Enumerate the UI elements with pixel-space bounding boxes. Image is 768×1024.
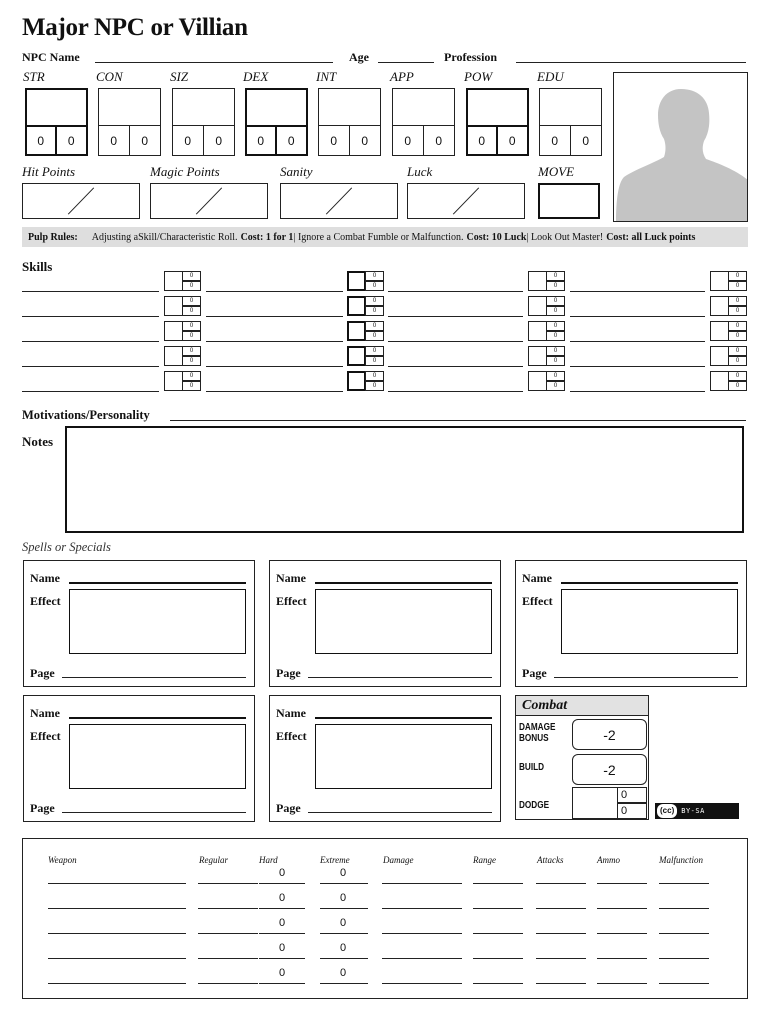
skill-value-box[interactable] <box>528 321 565 341</box>
skill-value-box[interactable] <box>164 321 201 341</box>
weapon-header-7: Ammo <box>597 855 620 865</box>
spell-effect-label: Effect <box>30 594 61 608</box>
char-box-7[interactable] <box>539 88 602 156</box>
skill-value[interactable] <box>528 371 547 391</box>
pulp-rule-2: | Ignore a Combat Fumble or Malfunction. <box>293 231 464 243</box>
skill-half: 0 <box>546 271 565 281</box>
spell-name-label: Name <box>30 706 60 720</box>
skill-fifth: 0 <box>546 331 565 341</box>
weapon-cell[interactable] <box>536 983 586 984</box>
skill-name-field[interactable] <box>22 291 159 292</box>
skill-value[interactable] <box>347 271 366 291</box>
skill-value-box[interactable] <box>164 271 201 291</box>
skill-value-box[interactable] <box>347 346 384 366</box>
skill-half: 0 <box>365 371 384 381</box>
skill-value[interactable] <box>528 296 547 316</box>
skill-name-field[interactable] <box>570 391 705 392</box>
skill-value-box[interactable] <box>164 296 201 316</box>
char-half: 0 <box>319 126 350 155</box>
char-value[interactable] <box>319 89 380 126</box>
skill-half: 0 <box>728 371 747 381</box>
magic-points-box[interactable] <box>150 183 268 219</box>
skill-value-box[interactable] <box>710 371 747 391</box>
skill-fifth: 0 <box>728 281 747 291</box>
weapon-cell[interactable] <box>382 883 462 884</box>
char-half: 0 <box>247 127 277 154</box>
weapon-header-4: Damage <box>383 855 414 865</box>
skill-fifth: 0 <box>365 306 384 316</box>
weapon-cell[interactable] <box>320 958 368 959</box>
dodge-value-box[interactable] <box>572 787 618 819</box>
motivations-label: Motivations/Personality <box>22 408 150 422</box>
dodge-label: DODGE <box>519 800 550 811</box>
hit-points-label: Hit Points <box>22 164 76 179</box>
skill-name-field[interactable] <box>388 341 523 342</box>
weapon-cell[interactable] <box>659 933 709 934</box>
char-box-5[interactable] <box>392 88 455 156</box>
skill-value[interactable] <box>164 321 183 341</box>
spell-page-label: Page <box>30 801 55 815</box>
weapon-cell[interactable] <box>536 933 586 934</box>
skill-fifth: 0 <box>546 356 565 366</box>
weapon-hard-value: 0 <box>278 892 286 904</box>
skill-name-field[interactable] <box>388 291 523 292</box>
skill-fifth: 0 <box>728 331 747 341</box>
weapon-cell[interactable] <box>382 983 462 984</box>
skill-value[interactable] <box>710 271 729 291</box>
spell-name-field[interactable] <box>561 582 738 584</box>
spell-name-field[interactable] <box>315 717 492 719</box>
weapon-header-1: Regular <box>199 855 228 865</box>
skill-value-box[interactable] <box>528 371 565 391</box>
luck-box[interactable] <box>407 183 525 219</box>
weapon-extreme-value: 0 <box>339 892 347 904</box>
char-fifth: 0 <box>287 133 295 148</box>
skill-value[interactable] <box>710 346 729 366</box>
spell-name-label: Name <box>30 571 60 585</box>
spell-effect-label: Effect <box>276 594 307 608</box>
npc-name-label: NPC Name <box>22 50 80 64</box>
weapon-hard-value: 0 <box>278 917 286 929</box>
spell-name-field[interactable] <box>69 717 246 719</box>
skill-half: 0 <box>546 371 565 381</box>
skill-value[interactable] <box>528 321 547 341</box>
portrait-frame[interactable] <box>613 72 748 222</box>
weapon-cell[interactable] <box>536 883 586 884</box>
skills-label: Skills <box>22 259 53 274</box>
weapon-cell[interactable] <box>320 983 368 984</box>
skill-half: 0 <box>182 321 201 331</box>
weapon-cell[interactable] <box>320 933 368 934</box>
weapon-cell[interactable] <box>48 883 186 884</box>
char-label-0: STR <box>23 69 45 84</box>
char-label-7: EDU <box>537 69 564 84</box>
char-value[interactable] <box>247 90 306 127</box>
weapon-cell[interactable] <box>259 908 305 909</box>
pulp-rules-label: Pulp Rules: <box>28 231 78 243</box>
weapon-cell[interactable] <box>536 958 586 959</box>
weapon-header-3: Extreme <box>320 855 350 865</box>
char-half: 0 <box>99 126 130 155</box>
char-box-6[interactable] <box>466 88 529 156</box>
weapon-cell[interactable] <box>473 958 523 959</box>
skill-half: 0 <box>546 296 565 306</box>
weapon-cell[interactable] <box>198 908 258 909</box>
weapon-cell[interactable] <box>198 983 258 984</box>
silhouette-icon <box>614 73 748 222</box>
skill-name-field[interactable] <box>22 366 159 367</box>
skill-name-field[interactable] <box>388 391 523 392</box>
damage-bonus-label: DAMAGE BONUS <box>519 722 556 744</box>
pulp-rule-3: | Look Out Master! <box>526 231 604 243</box>
skill-value[interactable] <box>710 371 729 391</box>
weapon-cell[interactable] <box>259 933 305 934</box>
spell-page-field[interactable] <box>554 677 738 678</box>
skill-value[interactable] <box>347 371 366 391</box>
skill-name-field[interactable] <box>570 316 705 317</box>
skill-half: 0 <box>365 321 384 331</box>
spells-section-label: Spells or Specials <box>22 540 111 554</box>
age-field[interactable] <box>378 62 434 63</box>
skill-name-field[interactable] <box>206 366 343 367</box>
pulp-cost-2: Cost: 10 Luck <box>466 231 527 243</box>
motivations-field[interactable] <box>170 420 746 421</box>
skill-fifth: 0 <box>365 381 384 391</box>
char-box-3[interactable] <box>245 88 308 156</box>
weapon-header-0: Weapon <box>48 855 77 865</box>
pulp-rules-bar <box>22 227 748 247</box>
char-fifth: 0 <box>67 133 75 148</box>
char-value[interactable] <box>468 90 527 127</box>
weapon-cell[interactable] <box>259 983 305 984</box>
skill-value[interactable] <box>164 346 183 366</box>
notes-label: Notes <box>22 434 54 449</box>
weapon-cell[interactable] <box>259 883 305 884</box>
weapon-cell[interactable] <box>597 958 647 959</box>
char-value[interactable] <box>99 89 160 126</box>
skill-half: 0 <box>365 346 384 356</box>
weapon-cell[interactable] <box>48 908 186 909</box>
skill-value-box[interactable] <box>347 321 384 341</box>
skill-name-field[interactable] <box>206 316 343 317</box>
skill-value-box[interactable] <box>710 271 747 291</box>
char-label-1: CON <box>96 69 123 84</box>
skill-value[interactable] <box>164 296 183 316</box>
skill-name-field[interactable] <box>388 316 523 317</box>
skill-value-box[interactable] <box>164 346 201 366</box>
char-label-5: APP <box>390 69 414 84</box>
magic-points-label: Magic Points <box>150 164 220 179</box>
profession-label: Profession <box>444 50 498 64</box>
weapon-extreme-value: 0 <box>339 867 347 879</box>
skill-half: 0 <box>546 346 565 356</box>
skill-value-box[interactable] <box>164 371 201 391</box>
char-half: 0 <box>173 126 204 155</box>
skill-half: 0 <box>182 371 201 381</box>
weapon-cell[interactable] <box>473 983 523 984</box>
npc-name-field[interactable] <box>95 62 333 63</box>
char-value[interactable] <box>540 89 601 126</box>
skill-name-field[interactable] <box>206 391 343 392</box>
char-fifth: 0 <box>141 133 149 148</box>
char-box-4[interactable] <box>318 88 381 156</box>
weapon-cell[interactable] <box>320 908 368 909</box>
spell-effect-box[interactable] <box>69 589 246 654</box>
weapons-table <box>22 838 748 999</box>
char-label-4: INT <box>316 69 337 84</box>
weapon-cell[interactable] <box>597 883 647 884</box>
pulp-cost-1: Cost: 1 for 1 <box>240 231 294 243</box>
skill-half: 0 <box>728 321 747 331</box>
char-value[interactable] <box>393 89 454 126</box>
age-label: Age <box>349 50 369 64</box>
cc-license-text: BY-SA <box>681 807 705 815</box>
skill-half: 0 <box>182 346 201 356</box>
notes-box[interactable] <box>65 426 744 533</box>
char-fifth: 0 <box>215 133 223 148</box>
skill-name-field[interactable] <box>206 291 343 292</box>
skill-half: 0 <box>728 271 747 281</box>
skill-fifth: 0 <box>365 356 384 366</box>
skill-half: 0 <box>182 296 201 306</box>
weapon-cell[interactable] <box>597 983 647 984</box>
char-label-6: POW <box>464 69 493 84</box>
weapon-extreme-value: 0 <box>339 942 347 954</box>
skill-value-box[interactable] <box>528 271 565 291</box>
spell-name-label: Name <box>522 571 552 585</box>
weapon-cell[interactable] <box>473 908 523 909</box>
weapon-header-8: Malfunction <box>659 855 703 865</box>
skill-name-field[interactable] <box>570 366 705 367</box>
dodge-fifth: 0 <box>617 803 647 819</box>
char-value[interactable] <box>27 90 86 127</box>
skill-value-box[interactable] <box>347 371 384 391</box>
dodge-half: 0 <box>617 787 647 803</box>
spell-card-0 <box>23 560 255 687</box>
page-title: Major NPC or Villian <box>22 14 248 41</box>
cc-icon: (cc) <box>657 804 677 818</box>
skill-name-field[interactable] <box>22 316 159 317</box>
char-label-3: DEX <box>243 69 269 84</box>
spell-page-label: Page <box>276 801 301 815</box>
skill-fifth: 0 <box>182 281 201 291</box>
skill-value[interactable] <box>347 321 366 341</box>
spell-name-label: Name <box>276 571 306 585</box>
skill-value[interactable] <box>164 371 183 391</box>
weapon-cell[interactable] <box>198 883 258 884</box>
spell-card-4 <box>269 695 501 822</box>
char-box-2[interactable] <box>172 88 235 156</box>
skill-name-field[interactable] <box>22 341 159 342</box>
weapon-extreme-value: 0 <box>339 917 347 929</box>
weapon-hard-value: 0 <box>278 942 286 954</box>
skill-name-field[interactable] <box>570 291 705 292</box>
skill-fifth: 0 <box>728 381 747 391</box>
weapon-extreme-value: 0 <box>339 967 347 979</box>
weapon-cell[interactable] <box>536 908 586 909</box>
sanity-box[interactable] <box>280 183 398 219</box>
weapon-cell[interactable] <box>659 883 709 884</box>
char-half: 0 <box>468 127 498 154</box>
spell-page-label: Page <box>30 666 55 680</box>
weapon-cell[interactable] <box>48 958 186 959</box>
spell-effect-box[interactable] <box>69 724 246 789</box>
skill-fifth: 0 <box>182 381 201 391</box>
damage-bonus-value[interactable]: -2 <box>572 719 647 750</box>
skill-value-box[interactable] <box>347 271 384 291</box>
skill-value[interactable] <box>528 271 547 291</box>
weapon-hard-value: 0 <box>278 867 286 879</box>
skill-name-field[interactable] <box>22 391 159 392</box>
spell-effect-label: Effect <box>30 729 61 743</box>
skill-fifth: 0 <box>365 281 384 291</box>
spell-card-2 <box>515 560 747 687</box>
weapon-cell[interactable] <box>659 908 709 909</box>
spell-page-field[interactable] <box>308 812 492 813</box>
spell-name-field[interactable] <box>315 582 492 584</box>
skill-half: 0 <box>365 296 384 306</box>
skill-value[interactable] <box>710 296 729 316</box>
sanity-label: Sanity <box>280 164 313 179</box>
spell-name-label: Name <box>276 706 306 720</box>
skill-name-field[interactable] <box>570 341 705 342</box>
spell-page-field[interactable] <box>308 677 492 678</box>
profession-field[interactable] <box>516 62 746 63</box>
move-box[interactable] <box>538 183 600 219</box>
weapon-hard-value: 0 <box>278 967 286 979</box>
spell-name-field[interactable] <box>69 582 246 584</box>
spell-effect-box[interactable] <box>315 589 492 654</box>
skill-fifth: 0 <box>182 331 201 341</box>
skill-name-field[interactable] <box>206 341 343 342</box>
spell-page-label: Page <box>522 666 547 680</box>
hit-points-box[interactable] <box>22 183 140 219</box>
weapon-cell[interactable] <box>259 958 305 959</box>
spell-page-field[interactable] <box>62 677 246 678</box>
weapon-header-5: Range <box>473 855 496 865</box>
spell-card-3 <box>23 695 255 822</box>
weapon-cell[interactable] <box>198 933 258 934</box>
spell-effect-box[interactable] <box>561 589 738 654</box>
skill-value-box[interactable] <box>710 346 747 366</box>
skill-half: 0 <box>728 296 747 306</box>
pulp-rule-1: Adjusting aSkill/Characteristic Roll. <box>91 231 238 243</box>
char-box-1[interactable] <box>98 88 161 156</box>
spell-effect-box[interactable] <box>315 724 492 789</box>
cc-license-badge <box>655 803 739 819</box>
weapon-cell[interactable] <box>48 983 186 984</box>
char-value[interactable] <box>173 89 234 126</box>
skill-half: 0 <box>546 321 565 331</box>
spell-card-1 <box>269 560 501 687</box>
weapon-header-2: Hard <box>259 855 278 865</box>
char-half: 0 <box>393 126 424 155</box>
skill-fifth: 0 <box>182 306 201 316</box>
skill-fifth: 0 <box>546 306 565 316</box>
skill-fifth: 0 <box>728 356 747 366</box>
weapon-cell[interactable] <box>198 958 258 959</box>
char-fifth: 0 <box>435 133 443 148</box>
build-value[interactable]: -2 <box>572 754 647 785</box>
char-label-2: SIZ <box>170 69 189 84</box>
weapon-cell[interactable] <box>382 933 462 934</box>
weapon-cell[interactable] <box>659 958 709 959</box>
char-fifth: 0 <box>508 133 516 148</box>
char-half: 0 <box>540 126 571 155</box>
weapon-cell[interactable] <box>597 933 647 934</box>
weapon-cell[interactable] <box>473 883 523 884</box>
skill-value[interactable] <box>528 346 547 366</box>
pulp-cost-3: Cost: all Luck points <box>606 231 696 243</box>
skill-fifth: 0 <box>546 281 565 291</box>
char-fifth: 0 <box>582 133 590 148</box>
skill-value[interactable] <box>347 296 366 316</box>
spell-page-label: Page <box>276 666 301 680</box>
skill-value-box[interactable] <box>347 296 384 316</box>
skill-value-box[interactable] <box>710 296 747 316</box>
skill-half: 0 <box>728 346 747 356</box>
combat-title: Combat <box>516 696 648 716</box>
char-box-0[interactable] <box>25 88 88 156</box>
spell-effect-label: Effect <box>276 729 307 743</box>
skill-value-box[interactable] <box>710 321 747 341</box>
skill-value[interactable] <box>164 271 183 291</box>
weapon-cell[interactable] <box>382 958 462 959</box>
skill-value[interactable] <box>347 346 366 366</box>
skill-fifth: 0 <box>365 331 384 341</box>
weapon-cell[interactable] <box>659 983 709 984</box>
skill-value-box[interactable] <box>528 346 565 366</box>
char-fifth: 0 <box>361 133 369 148</box>
skill-fifth: 0 <box>546 381 565 391</box>
skill-value-box[interactable] <box>528 296 565 316</box>
weapon-cell[interactable] <box>320 883 368 884</box>
combat-panel <box>515 695 649 820</box>
weapon-cell[interactable] <box>382 908 462 909</box>
weapon-header-6: Attacks <box>537 855 564 865</box>
char-half: 0 <box>27 127 57 154</box>
luck-label: Luck <box>407 164 433 179</box>
spell-effect-label: Effect <box>522 594 553 608</box>
skill-fifth: 0 <box>182 356 201 366</box>
spell-page-field[interactable] <box>62 812 246 813</box>
skill-half: 0 <box>182 271 201 281</box>
weapon-cell[interactable] <box>597 908 647 909</box>
move-label: MOVE <box>538 164 575 179</box>
skill-fifth: 0 <box>728 306 747 316</box>
weapon-cell[interactable] <box>48 933 186 934</box>
skill-value[interactable] <box>710 321 729 341</box>
skill-half: 0 <box>365 271 384 281</box>
skill-name-field[interactable] <box>388 366 523 367</box>
weapon-cell[interactable] <box>473 933 523 934</box>
build-label: BUILD <box>519 762 545 773</box>
